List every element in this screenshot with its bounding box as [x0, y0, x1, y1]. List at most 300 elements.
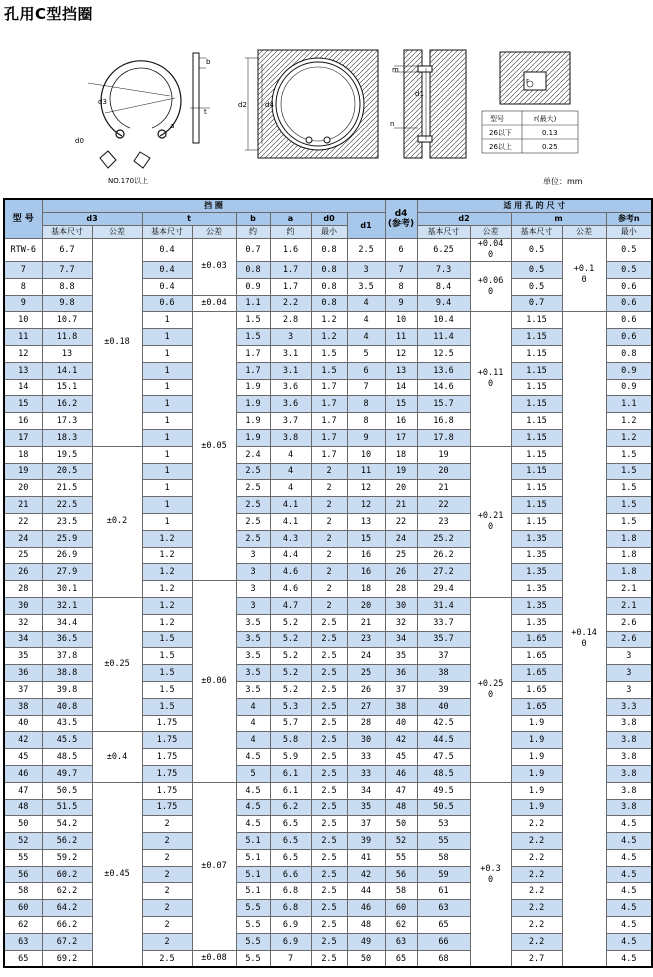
header-d1: d1 [347, 213, 385, 239]
table-cell: 32 [4, 614, 42, 631]
table-cell: ±0.05 [192, 312, 236, 581]
table-row [4, 446, 652, 463]
table-cell: 38 [385, 698, 417, 715]
table-cell: 48 [4, 799, 42, 816]
table-cell: 6.6 [270, 866, 311, 883]
table-cell: 14.1 [42, 362, 92, 379]
table-cell: 20 [347, 597, 385, 614]
table-cell: 1.15 [511, 480, 562, 497]
table-cell: 1.9 [236, 379, 270, 396]
table-cell: 17.3 [42, 413, 92, 430]
table-cell: 1 [142, 429, 192, 446]
table-cell: 0.6 [606, 329, 652, 346]
table-cell: 1.5 [311, 345, 347, 362]
table-cell: 8 [4, 278, 42, 295]
table-cell: 35 [4, 648, 42, 665]
header-basic: 基本尺寸 [511, 226, 562, 239]
table-cell: 1 [142, 463, 192, 480]
table-cell: 10.7 [42, 312, 92, 329]
table-cell: 6.5 [270, 849, 311, 866]
table-cell: 50.5 [417, 799, 470, 816]
table-cell: 0.5 [606, 239, 652, 262]
table-cell: +0.21 0 [470, 446, 511, 597]
table-cell: 2.2 [511, 933, 562, 950]
table-cell: 15 [347, 530, 385, 547]
table-cell: 1.15 [511, 446, 562, 463]
table-cell: 60.2 [42, 866, 92, 883]
table-cell: 4 [347, 295, 385, 312]
table-cell: 1 [142, 329, 192, 346]
table-cell: 45.5 [42, 732, 92, 749]
header-basic: 基本尺寸 [417, 226, 470, 239]
table-cell: 14 [385, 379, 417, 396]
table-cell: 7.7 [42, 262, 92, 279]
table-cell: 5.1 [236, 833, 270, 850]
table-cell: 1.65 [511, 631, 562, 648]
table-cell: 1.5 [142, 631, 192, 648]
table-cell: 1.9 [511, 749, 562, 766]
table-cell: 1.15 [511, 329, 562, 346]
table-cell: 1.7 [311, 446, 347, 463]
table-cell: 28 [385, 581, 417, 598]
table-cell: 53 [417, 816, 470, 833]
table-cell: 3.8 [606, 732, 652, 749]
table-cell: 0.9 [606, 362, 652, 379]
table-cell: 35 [347, 799, 385, 816]
table-cell: 39.8 [42, 681, 92, 698]
table-cell: 17 [385, 429, 417, 446]
table-cell: 58 [417, 849, 470, 866]
table-cell: 1.5 [606, 513, 652, 530]
table-cell: 5.2 [270, 631, 311, 648]
table-cell: 2.4 [236, 446, 270, 463]
table-cell: 2 [311, 564, 347, 581]
table-cell: 1.9 [236, 413, 270, 430]
table-cell: 6.25 [417, 239, 470, 262]
table-cell: 38 [417, 665, 470, 682]
table-cell: 2.5 [311, 765, 347, 782]
label-n: n [390, 120, 395, 128]
table-cell: 1 [142, 345, 192, 362]
table-cell: 4.5 [236, 749, 270, 766]
table-cell: 2 [311, 463, 347, 480]
table-cell: 2.5 [311, 614, 347, 631]
table-cell: 1.35 [511, 597, 562, 614]
table-cell: 68 [417, 950, 470, 967]
table-cell: 9.4 [417, 295, 470, 312]
table-cell: 44 [347, 883, 385, 900]
table-cell: 47.5 [417, 749, 470, 766]
table-cell: 6 [385, 239, 417, 262]
table-cell: 1 [142, 379, 192, 396]
table-cell: 11.4 [417, 329, 470, 346]
table-cell: 13 [347, 513, 385, 530]
table-cell: 33.7 [417, 614, 470, 631]
table-cell: 2 [142, 917, 192, 934]
table-cell: 4.5 [606, 917, 652, 934]
table-cell: 2.5 [311, 866, 347, 883]
table-cell: 4.5 [606, 849, 652, 866]
table-cell: 1.15 [511, 463, 562, 480]
table-cell: 1.15 [511, 413, 562, 430]
table-cell: 2.5 [311, 715, 347, 732]
table-cell: +0.04 0 [470, 239, 511, 262]
table-cell: 34 [4, 631, 42, 648]
table-cell: 19 [417, 446, 470, 463]
table-cell: 9 [385, 295, 417, 312]
table-cell: 1.5 [606, 446, 652, 463]
table-cell: 1.9 [511, 715, 562, 732]
header-tol: 公差 [470, 226, 511, 239]
table-cell: 1.6 [270, 239, 311, 262]
table-cell: 1.1 [606, 396, 652, 413]
table-cell: 12.5 [417, 345, 470, 362]
table-cell: 3.5 [236, 631, 270, 648]
table-cell: 33 [347, 765, 385, 782]
table-cell: 33 [347, 749, 385, 766]
table-cell: 2.5 [311, 631, 347, 648]
table-cell: 4.5 [606, 933, 652, 950]
table-cell: 59 [417, 866, 470, 883]
table-cell: 0.6 [606, 312, 652, 329]
table-cell: 1.7 [311, 413, 347, 430]
table-cell: 1.65 [511, 698, 562, 715]
r-table-cell: 0.13 [542, 129, 558, 137]
table-cell: 1.9 [511, 799, 562, 816]
table-cell: 26.2 [417, 547, 470, 564]
table-cell: 9 [347, 429, 385, 446]
table-cell: 18 [4, 446, 42, 463]
table-cell: 7.3 [417, 262, 470, 279]
table-cell: RTW-6 [4, 239, 42, 262]
table-cell: 10 [4, 312, 42, 329]
table-cell: 0.8 [311, 295, 347, 312]
table-cell: 0.5 [511, 262, 562, 279]
table-cell: 27.2 [417, 564, 470, 581]
table-cell: 23 [347, 631, 385, 648]
table-cell: 4 [236, 732, 270, 749]
table-cell: 25 [385, 547, 417, 564]
table-cell: 16 [347, 564, 385, 581]
table-cell: 1.2 [142, 547, 192, 564]
table-cell: 3 [236, 597, 270, 614]
table-cell: 2.6 [606, 614, 652, 631]
table-cell: 48 [347, 917, 385, 934]
table-cell: 8 [385, 278, 417, 295]
table-cell: 7 [385, 262, 417, 279]
table-cell: 1.2 [606, 413, 652, 430]
header-approx: 约 [236, 226, 270, 239]
table-cell: 50 [347, 950, 385, 967]
table-cell: 3.5 [236, 665, 270, 682]
table-cell: 5.8 [270, 732, 311, 749]
table-cell: 1.9 [511, 765, 562, 782]
table-cell: 49.5 [417, 782, 470, 799]
table-cell: 2 [311, 513, 347, 530]
table-cell: 67.2 [42, 933, 92, 950]
table-cell: 8.8 [42, 278, 92, 295]
table-cell: ±0.04 [192, 295, 236, 312]
table-cell: 6.9 [270, 917, 311, 934]
table-cell: 2 [142, 866, 192, 883]
table-cell: 0.8 [311, 278, 347, 295]
table-cell: 2.2 [511, 900, 562, 917]
table-cell: 1.2 [606, 429, 652, 446]
table-cell: 2 [311, 581, 347, 598]
table-cell: 2.1 [606, 581, 652, 598]
label-m: m [392, 66, 399, 74]
table-cell: 55 [417, 833, 470, 850]
table-row [4, 732, 652, 749]
table-cell: 1.7 [311, 396, 347, 413]
table-cell: 3.8 [606, 715, 652, 732]
table-cell: 6.8 [270, 900, 311, 917]
table-cell: 0.5 [511, 239, 562, 262]
table-cell: 6 [347, 362, 385, 379]
table-cell: 1.75 [142, 782, 192, 799]
table-cell: 64.2 [42, 900, 92, 917]
table-cell: 3.8 [606, 782, 652, 799]
header-t: t [142, 213, 236, 226]
table-cell: 50 [4, 816, 42, 833]
table-cell: 65 [4, 950, 42, 967]
table-cell: 1.7 [311, 379, 347, 396]
table-cell: 1.15 [511, 312, 562, 329]
header-a: a [270, 213, 311, 226]
table-cell: 16.2 [42, 396, 92, 413]
table-cell: 1.35 [511, 564, 562, 581]
table-cell: 66 [417, 933, 470, 950]
header-tol: 公差 [562, 226, 606, 239]
table-cell: 42.5 [417, 715, 470, 732]
table-cell: 1.5 [142, 698, 192, 715]
table-cell: 42 [385, 732, 417, 749]
table-cell: 1 [142, 396, 192, 413]
table-cell: 52 [4, 833, 42, 850]
table-cell: 25.9 [42, 530, 92, 547]
table-cell: 11.8 [42, 329, 92, 346]
table-cell: 5.1 [236, 866, 270, 883]
table-cell: 63 [417, 900, 470, 917]
table-cell: 58 [4, 883, 42, 900]
table-cell: 11 [347, 463, 385, 480]
table-cell: ±0.45 [92, 782, 142, 967]
table-cell: 2.5 [142, 950, 192, 967]
table-cell: 1.5 [236, 329, 270, 346]
table-cell: 62 [385, 917, 417, 934]
table-cell: 1.8 [606, 530, 652, 547]
table-cell: 16.8 [417, 413, 470, 430]
table-cell: 24 [385, 530, 417, 547]
table-cell: 35 [385, 648, 417, 665]
ring-tip-detail [100, 151, 150, 168]
table-cell: 6.5 [270, 833, 311, 850]
table-cell: 3.6 [270, 396, 311, 413]
table-cell: 1.35 [511, 530, 562, 547]
table-cell: 30 [385, 597, 417, 614]
table-cell: 30.1 [42, 581, 92, 598]
table-cell: 1.35 [511, 614, 562, 631]
table-cell: 4.5 [606, 833, 652, 850]
table-cell: 5.3 [270, 698, 311, 715]
table-cell: 55 [385, 849, 417, 866]
table-cell: 13.6 [417, 362, 470, 379]
table-row [4, 782, 652, 799]
table-cell: 2.5 [311, 900, 347, 917]
table-cell: 2.1 [606, 597, 652, 614]
table-cell: 1.5 [142, 665, 192, 682]
table-cell: 5.2 [270, 648, 311, 665]
table-cell: 5.7 [270, 715, 311, 732]
table-cell: 11 [385, 329, 417, 346]
table-row [4, 597, 652, 614]
table-cell: 38.8 [42, 665, 92, 682]
table-cell: 9.8 [42, 295, 92, 312]
table-cell: 2.5 [311, 681, 347, 698]
table-cell: 21 [347, 614, 385, 631]
table-cell: 2 [142, 933, 192, 950]
table-cell: 1 [142, 413, 192, 430]
table-cell: 0.8 [606, 345, 652, 362]
table-cell: 17 [4, 429, 42, 446]
header-tol: 公差 [192, 226, 236, 239]
table-cell: 6.2 [270, 799, 311, 816]
table-cell: +0.06 0 [470, 262, 511, 312]
table-cell: ±0.07 [192, 782, 236, 950]
table-cell: 3.6 [270, 379, 311, 396]
table-cell: 25.2 [417, 530, 470, 547]
table-cell: 2.2 [511, 866, 562, 883]
table-cell: 21 [417, 480, 470, 497]
table-cell: 34 [347, 782, 385, 799]
table-cell: 13 [4, 362, 42, 379]
table-cell: 22 [385, 513, 417, 530]
table-row [4, 239, 652, 262]
table-cell: 43.5 [42, 715, 92, 732]
table-cell: 19.5 [42, 446, 92, 463]
table-cell: 31.4 [417, 597, 470, 614]
r-table-header-model: 型号 [490, 115, 504, 123]
table-cell: 2 [142, 816, 192, 833]
table-cell: 3 [606, 648, 652, 665]
table-cell: 10 [385, 312, 417, 329]
table-cell: 38 [4, 698, 42, 715]
table-cell: ±0.18 [92, 239, 142, 447]
table-cell: 1.2 [142, 530, 192, 547]
table-cell: 28 [347, 715, 385, 732]
table-cell: 20 [385, 480, 417, 497]
table-cell: 11 [4, 329, 42, 346]
table-cell: 1.8 [606, 547, 652, 564]
table-cell: 1.2 [142, 564, 192, 581]
header-model: 型 号 [4, 199, 42, 239]
table-cell: 3 [270, 329, 311, 346]
r-table-cell: 0.25 [542, 143, 558, 151]
housing-section-view [394, 50, 466, 158]
header-hole: 适 用 孔 的 尺 寸 [417, 199, 652, 213]
table-cell: 46 [347, 900, 385, 917]
table-cell: 3.8 [606, 799, 652, 816]
table-cell: 0.7 [511, 295, 562, 312]
table-cell: 2.5 [347, 239, 385, 262]
table-cell: 63 [385, 933, 417, 950]
table-cell: 4 [236, 715, 270, 732]
table-cell: 12 [385, 345, 417, 362]
header-ring: 挡 圈 [42, 199, 385, 213]
table-cell: 6.5 [270, 816, 311, 833]
table-cell: 1 [142, 497, 192, 514]
table-cell: 2.5 [311, 933, 347, 950]
table-cell: +0.3 0 [470, 782, 511, 967]
table-cell: 1.1 [236, 295, 270, 312]
table-cell: 30 [347, 732, 385, 749]
r-table-cell: 26以下 [489, 129, 512, 137]
table-cell: 37 [347, 816, 385, 833]
table-cell: 2.5 [311, 833, 347, 850]
table-cell: 0.6 [606, 295, 652, 312]
table-cell: 0.9 [236, 278, 270, 295]
header-basic: 基本尺寸 [42, 226, 92, 239]
table-cell: 49 [347, 933, 385, 950]
table-cell: 2.5 [236, 480, 270, 497]
table-cell: 0.5 [511, 278, 562, 295]
page-title: 孔用C型挡圈 [4, 5, 94, 23]
table-cell: 3.5 [347, 278, 385, 295]
table-cell: 2.5 [236, 513, 270, 530]
table-cell: 0.4 [142, 239, 192, 262]
table-cell: 0.8 [311, 262, 347, 279]
table-cell: 1.5 [311, 362, 347, 379]
header-n: 参考n [606, 213, 652, 226]
table-cell: 20 [4, 480, 42, 497]
table-cell: 1.75 [142, 732, 192, 749]
groove-detail-view [500, 52, 570, 104]
table-cell: 2.2 [511, 849, 562, 866]
table-cell: 2.5 [236, 530, 270, 547]
retaining-ring-diagram [0, 28, 653, 193]
table-cell: 4 [270, 480, 311, 497]
label-d0: d0 [75, 137, 84, 145]
table-cell: 20 [417, 463, 470, 480]
table-cell: 4.6 [270, 581, 311, 598]
table-cell: 4.7 [270, 597, 311, 614]
table-cell: 48.5 [42, 749, 92, 766]
table-cell: 65 [417, 917, 470, 934]
table-cell: 2 [311, 547, 347, 564]
label-d4: d4 [265, 101, 274, 109]
table-cell: 5.9 [270, 749, 311, 766]
table-cell: 1.5 [606, 463, 652, 480]
table-cell: 2.5 [311, 749, 347, 766]
table-cell: 4.5 [236, 816, 270, 833]
table-cell: 2.5 [236, 497, 270, 514]
table-cell: 63 [4, 933, 42, 950]
unit-label: 单位：mm [543, 177, 583, 186]
table-cell: 1.15 [511, 345, 562, 362]
table-cell: 32.1 [42, 597, 92, 614]
label-t: t [204, 108, 207, 116]
table-cell: 3.8 [270, 429, 311, 446]
table-cell: 0.5 [606, 262, 652, 279]
table-cell: 9 [4, 295, 42, 312]
header-approx: 约 [270, 226, 311, 239]
table-cell: 3 [606, 681, 652, 698]
table-cell: 3.5 [236, 681, 270, 698]
table-cell: 1.2 [142, 614, 192, 631]
table-cell: ±0.4 [92, 732, 142, 782]
table-cell: 4.6 [270, 564, 311, 581]
table-cell: +0.1 0 [562, 239, 606, 312]
